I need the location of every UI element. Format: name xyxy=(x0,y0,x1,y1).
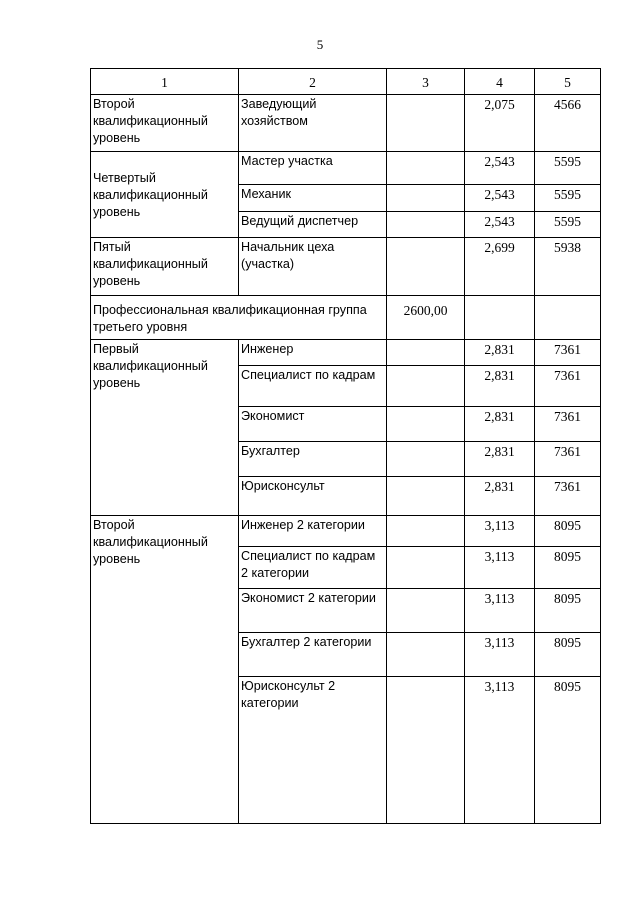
col3-cell xyxy=(387,366,465,407)
col3-cell xyxy=(387,547,465,589)
position-cell: Бухгалтер xyxy=(239,442,387,477)
col3-cell xyxy=(387,340,465,366)
coefficient-cell: 2,543 xyxy=(465,152,535,185)
coefficient-cell: 2,075 xyxy=(465,95,535,152)
position-cell: Специалист по кадрам 2 категории xyxy=(239,547,387,589)
salary-table xyxy=(90,68,601,824)
salary-cell: 8095 xyxy=(535,516,601,547)
table-row xyxy=(91,95,601,152)
empty-cell xyxy=(535,296,601,340)
col3-cell xyxy=(387,407,465,442)
position-cell: Экономист xyxy=(239,407,387,442)
coefficient-cell: 3,113 xyxy=(465,677,535,824)
coefficient-cell: 3,113 xyxy=(465,589,535,633)
coefficient-cell: 3,113 xyxy=(465,547,535,589)
header-row xyxy=(91,69,601,95)
salary-cell: 5595 xyxy=(535,212,601,238)
col3-cell xyxy=(387,589,465,633)
salary-cell: 5595 xyxy=(535,152,601,185)
level-cell: Первый квалификационный уровень xyxy=(91,340,239,516)
header-cell-5: 5 xyxy=(535,69,601,95)
position-cell: Заведующий хозяйством xyxy=(239,95,387,152)
table-row xyxy=(91,516,601,547)
level-cell: Пятый квалификационный уровень xyxy=(91,238,239,296)
level-cell: Второй квалификационный уровень xyxy=(91,95,239,152)
col3-cell xyxy=(387,477,465,516)
table-row xyxy=(91,152,601,185)
position-cell: Ведущий диспетчер xyxy=(239,212,387,238)
salary-cell: 8095 xyxy=(535,547,601,589)
position-cell: Мастер участка xyxy=(239,152,387,185)
group-header-row xyxy=(91,296,601,340)
level-cell: Второй квалификационный уровень xyxy=(91,516,239,824)
coefficient-cell: 2,831 xyxy=(465,407,535,442)
table-row xyxy=(91,340,601,366)
salary-cell: 7361 xyxy=(535,340,601,366)
group-title-cell: Профессиональная квалификационная группа третьего уровня xyxy=(91,296,387,340)
position-cell: Экономист 2 категории xyxy=(239,589,387,633)
position-cell: Юрисконсульт 2 категории xyxy=(239,677,387,824)
coefficient-cell: 2,699 xyxy=(465,238,535,296)
header-cell-3: 3 xyxy=(387,69,465,95)
position-cell: Инженер 2 категории xyxy=(239,516,387,547)
header-cell-1: 1 xyxy=(91,69,239,95)
col3-cell xyxy=(387,152,465,185)
salary-cell: 7361 xyxy=(535,477,601,516)
col3-cell xyxy=(387,677,465,824)
coefficient-cell: 2,831 xyxy=(465,340,535,366)
salary-cell: 8095 xyxy=(535,677,601,824)
salary-cell: 7361 xyxy=(535,366,601,407)
salary-cell: 7361 xyxy=(535,407,601,442)
salary-cell: 5595 xyxy=(535,185,601,212)
col3-cell xyxy=(387,95,465,152)
position-cell: Инженер xyxy=(239,340,387,366)
col3-cell xyxy=(387,212,465,238)
salary-cell: 8095 xyxy=(535,589,601,633)
salary-cell: 4566 xyxy=(535,95,601,152)
salary-cell: 5938 xyxy=(535,238,601,296)
coefficient-cell: 3,113 xyxy=(465,516,535,547)
position-cell: Бухгалтер 2 категории xyxy=(239,633,387,677)
table-row xyxy=(91,238,601,296)
header-cell-2: 2 xyxy=(239,69,387,95)
salary-cell: 7361 xyxy=(535,442,601,477)
position-cell: Механик xyxy=(239,185,387,212)
col3-cell xyxy=(387,633,465,677)
col3-cell xyxy=(387,442,465,477)
position-cell: Начальник цеха (участка) xyxy=(239,238,387,296)
coefficient-cell: 3,113 xyxy=(465,633,535,677)
empty-cell xyxy=(465,296,535,340)
position-cell: Юрисконсульт xyxy=(239,477,387,516)
coefficient-cell: 2,543 xyxy=(465,185,535,212)
col3-cell xyxy=(387,516,465,547)
col3-cell xyxy=(387,238,465,296)
col3-cell xyxy=(387,185,465,212)
salary-cell: 8095 xyxy=(535,633,601,677)
page-number: 5 xyxy=(316,37,324,52)
coefficient-cell: 2,831 xyxy=(465,477,535,516)
header-cell-4: 4 xyxy=(465,69,535,95)
level-cell: Четвертый квалификационный уровень xyxy=(91,152,239,238)
coefficient-cell: 2,831 xyxy=(465,366,535,407)
coefficient-cell: 2,831 xyxy=(465,442,535,477)
coefficient-cell: 2,543 xyxy=(465,212,535,238)
base-salary-cell: 2600,00 xyxy=(387,296,465,340)
position-cell: Специалист по кадрам xyxy=(239,366,387,407)
